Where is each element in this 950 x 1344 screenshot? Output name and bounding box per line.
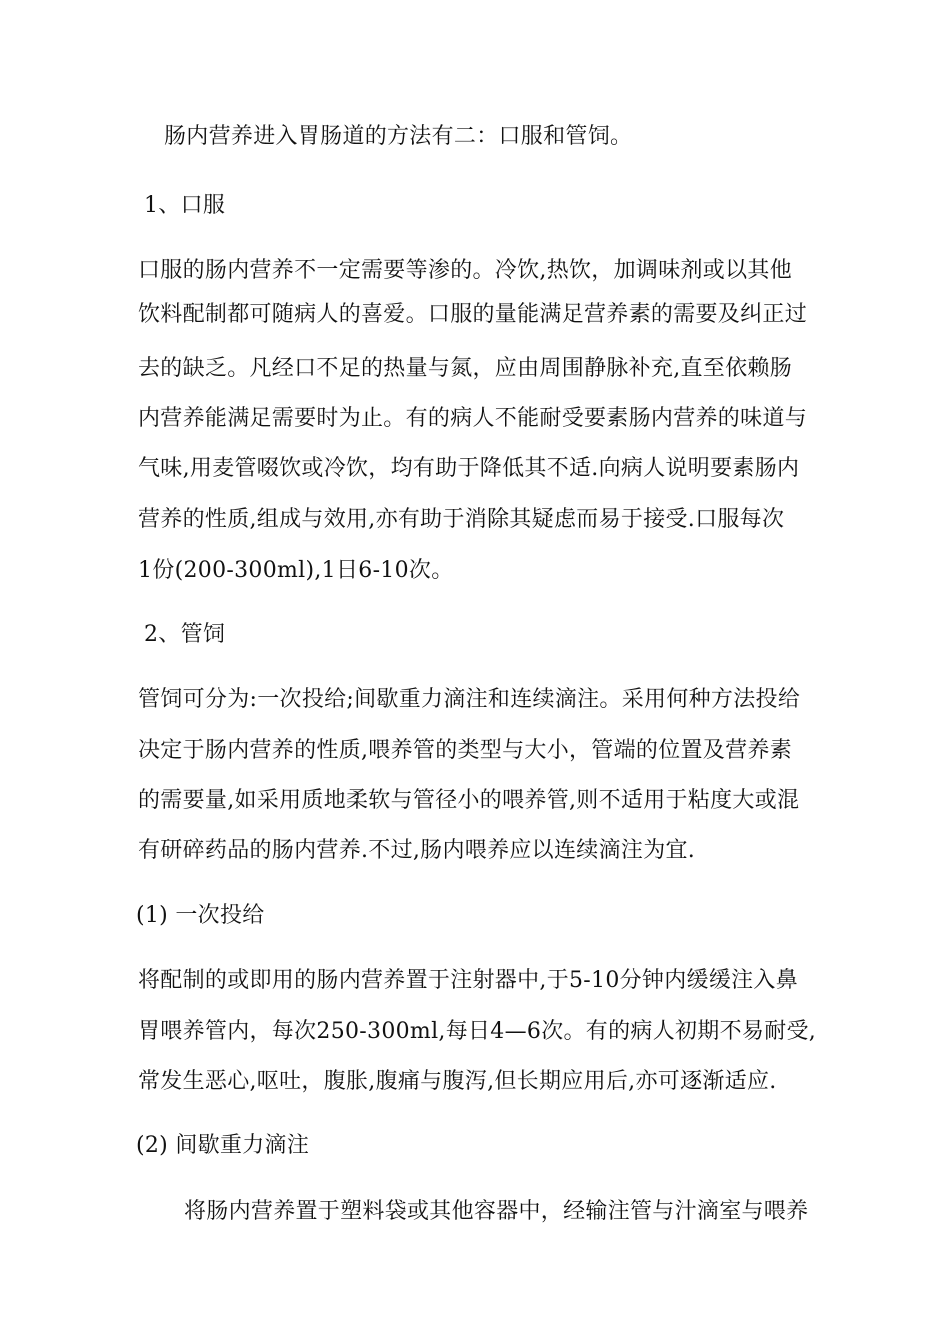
paragraph-line: 决定于肠内营养的性质,喂养管的类型与大小，管端的位置及营养素: [138, 738, 792, 763]
paragraph-line: 去的缺乏。凡经口不足的热量与氮，应由周围静脉补充,直至依赖肠: [138, 356, 792, 381]
paragraph-line: 口服的肠内营养不一定需要等渗的。冷饮,热饮，加调味剂或以其他: [138, 258, 792, 283]
paragraph-line: 饮料配制都可随病人的喜爱。口服的量能满足营养素的需要及纠正过: [138, 302, 808, 327]
subsection-heading-intermittent-drip: (2) 间歇重力滴注: [136, 1133, 310, 1158]
paragraph-line: 将配制的或即用的肠内营养置于注射器中,于5-10分钟内缓缓注入鼻: [138, 968, 799, 993]
paragraph-line: 内营养能满足需要时为止。有的病人不能耐受要素肠内营养的味道与: [138, 406, 808, 431]
section-heading-oral: 1、口服: [144, 193, 226, 218]
intro-paragraph: 肠内营养进入胃肠道的方法有二：口服和管饲。: [164, 124, 633, 149]
paragraph-line: 胃喂养管内，每次250-300ml,每日4—6次。有的病人初期不易耐受,: [138, 1019, 817, 1044]
paragraph-line: 的需要量,如采用质地柔软与管径小的喂养管,则不适用于粘度大或混: [138, 788, 800, 813]
paragraph-line: 管饲可分为:一次投给;间歇重力滴注和连续滴注。采用何种方法投给: [138, 687, 801, 712]
subsection-heading-bolus: (1) 一次投给: [136, 903, 265, 928]
paragraph-line: 常发生恶心,呕吐，腹胀,腹痛与腹泻,但长期应用后,亦可逐渐适应.: [138, 1069, 777, 1094]
paragraph-line: 将肠内营养置于塑料袋或其他容器中，经输注管与汁滴室与喂养: [184, 1199, 809, 1224]
paragraph-line: 有研碎药品的肠内营养.不过,肠内喂养应以连续滴注为宜.: [138, 838, 696, 863]
section-heading-tube-feeding: 2、管饲: [144, 622, 226, 647]
paragraph-line: 1份(200-300ml),1日6-10次。: [138, 558, 454, 583]
paragraph-line: 气味,用麦管啜饮或冷饮，均有助于降低其不适.向病人说明要素肠内: [138, 456, 800, 481]
paragraph-line: 营养的性质,组成与效用,亦有助于消除其疑虑而易于接受.口服每次: [138, 507, 785, 532]
